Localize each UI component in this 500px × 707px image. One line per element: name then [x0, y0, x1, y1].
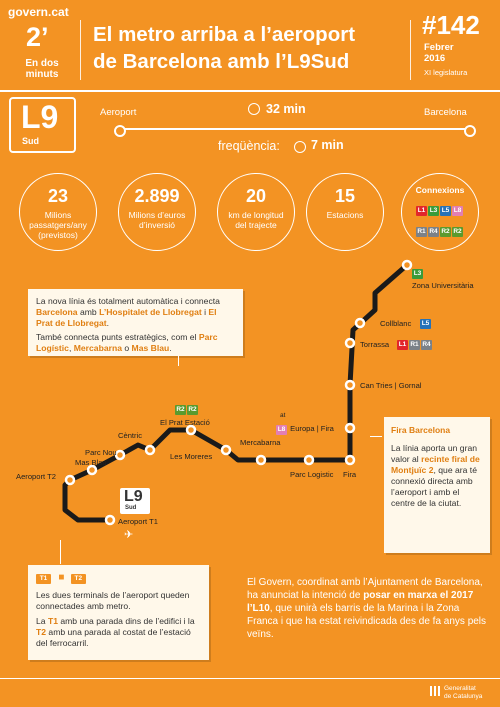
- station-parc-nou: Parc Nou: [85, 448, 117, 457]
- station-dot-les-moreres[interactable]: [222, 446, 230, 454]
- site-name[interactable]: govern.cat: [8, 5, 69, 19]
- generalitat-logo-icon: [430, 686, 440, 696]
- station-dot-europa[interactable]: [346, 424, 354, 432]
- badge-l3: L3: [413, 270, 422, 277]
- issue-year: 2016: [424, 53, 446, 64]
- callout-line: [370, 436, 382, 437]
- stat-value: 15: [334, 186, 356, 206]
- fira-brand: Fira Barcelona: [391, 425, 451, 435]
- station-parc-logistic: Parc Logistic: [290, 470, 334, 479]
- badge-l5: L5: [441, 207, 450, 214]
- station-dot-can-tries[interactable]: [346, 381, 354, 389]
- title-prefix: de Barcelona amb l’: [93, 50, 287, 73]
- station-dot-el-prat[interactable]: [187, 426, 195, 434]
- title-line-name: L9Sud: [286, 50, 350, 73]
- station-badges-prat: [175, 404, 199, 415]
- station-mas-blau: Mas Blau: [75, 458, 107, 467]
- time-label: En dos minuts: [25, 58, 59, 80]
- time-value: 2’: [26, 22, 49, 52]
- station-dot-collblanc[interactable]: [356, 319, 364, 327]
- badge-r2: R2: [176, 406, 185, 413]
- issue-number: #142: [422, 10, 480, 40]
- footer-org-line1: Generalitat: [444, 685, 476, 692]
- airport-paragraph-1: Les dues terminals de l’aeroport queden connectades amb metro.: [36, 590, 190, 611]
- stat-label: Milions d’euros d’inversió: [128, 210, 186, 230]
- badge-t2: T2: [71, 574, 86, 584]
- footer-org[interactable]: [444, 685, 482, 701]
- metro-line-path: [65, 265, 407, 520]
- issue-month: Febrer: [424, 42, 454, 53]
- station-europa-row: [276, 424, 334, 435]
- station-dot-fira[interactable]: [346, 456, 354, 464]
- station-dot-torrassa[interactable]: [346, 339, 354, 347]
- station-europa: Europa | Fira: [290, 424, 334, 433]
- badge-r2: R2: [441, 228, 450, 235]
- stat-value: 2.899: [134, 186, 180, 206]
- station-dot-parc-nou[interactable]: [116, 451, 124, 459]
- station-dot-mercabarna[interactable]: [257, 456, 265, 464]
- map-line-logo-name: L9: [124, 488, 143, 505]
- page-title: El metro arriba a l’aeroport: [93, 23, 356, 46]
- badge-r2-nord: R2: [453, 228, 462, 235]
- legislature: XI legislatura: [424, 68, 468, 77]
- badge-l8: L8: [277, 426, 286, 433]
- map-line-logo: [120, 488, 150, 514]
- fira-text: La línia aporta un gran valor al recinte firal de Montjuïc 2, que ara té connexió directa amb l’aeroport i amb el centre de la ciutat.: [391, 443, 480, 508]
- line-logo-name: L9: [21, 99, 59, 135]
- connections-title: Connexions: [415, 185, 465, 195]
- airplane-icon: ✈: [124, 529, 134, 541]
- badge-r4: R4: [429, 228, 438, 235]
- badge-r4: R4: [422, 341, 431, 348]
- station-t1: Aeroport T1: [118, 517, 158, 526]
- station-dot-parc-logistic[interactable]: [305, 456, 313, 464]
- station-collblanc: Collblanc: [380, 319, 412, 328]
- station-mercabarna: Mercabarna: [240, 438, 281, 447]
- station-zona: Zona Universitària: [412, 281, 474, 290]
- l10-announcement: El Govern, coordinat amb l’Ajuntament de Barcelona, ha anunciat la intenció de posar en marxa el 2017 l’L10, que unirà els barris de la Marina i la Zona Franca i que ha estat reivindicada des de fa anys pels veïns.: [247, 577, 487, 640]
- terminal-icons: [36, 572, 201, 587]
- badge-t1: T1: [36, 574, 51, 584]
- badge-r1: R1: [410, 341, 419, 348]
- map-line-logo-sub: Sud: [125, 505, 137, 511]
- route-destination: Barcelona: [424, 107, 467, 118]
- station-europa-at: at: [280, 412, 286, 419]
- trip-time: 32 min: [266, 102, 306, 116]
- stat-value: 23: [47, 186, 69, 206]
- line-logo-sub: Sud: [22, 136, 39, 146]
- station-dot-t1[interactable]: [106, 516, 114, 524]
- station-el-prat: El Prat Estació: [160, 418, 210, 427]
- stat-label: Milions passatgers/any (previstos): [29, 210, 87, 240]
- badge-l1: L1: [417, 207, 426, 214]
- station-dot-zona[interactable]: [403, 261, 411, 269]
- station-dot-centric[interactable]: [146, 446, 154, 454]
- frequency-value: 7 min: [311, 138, 344, 152]
- info-paragraph-2: També connecta punts estratègics, com el Parc Logístic, Mercabarna o Mas Blau.: [36, 332, 218, 353]
- stat-label: Estacions: [326, 210, 364, 220]
- station-t2: Aeroport T2: [16, 472, 56, 481]
- station-torrassa: Torrassa: [360, 340, 390, 349]
- badge-l8: L8: [453, 207, 462, 214]
- footer-divider: [0, 678, 500, 679]
- station-dot-t2[interactable]: [66, 476, 74, 484]
- badge-r2-nord: R2: [188, 406, 197, 413]
- station-les-moreres: Les Moreres: [170, 452, 213, 461]
- airport-box: [28, 565, 209, 660]
- station-can-tries: Can Tries | Gornal: [360, 381, 422, 390]
- info-paragraph-1: La nova línia és totalment automàtica i connecta Barcelona amb L’Hospitalet de Llobregat i El Prat de Llobregat.: [36, 296, 220, 328]
- station-fira: Fira: [343, 470, 357, 479]
- stat-value: 20: [245, 186, 267, 206]
- badge-r1: R1: [417, 228, 426, 235]
- callout-line: [60, 540, 61, 564]
- badge-l3: L3: [429, 207, 438, 214]
- fira-box: [384, 417, 490, 553]
- station-badges-zona: [412, 268, 424, 279]
- footer-org-line2: de Catalunya: [444, 693, 483, 700]
- badge-l5: L5: [421, 320, 430, 327]
- badge-l1: L1: [398, 341, 407, 348]
- route-origin: Aeroport: [100, 107, 137, 118]
- station-centric: Cèntric: [118, 431, 143, 440]
- airport-paragraph-2: La T1 amb una parada dins de l’edifici i la T2 amb una parada al costat de l’estació del ferrocarril.: [36, 616, 195, 648]
- stat-label: km de longitud del trajecte: [228, 210, 284, 230]
- station-badges-torrassa: [397, 339, 433, 350]
- station-dot-mas-blau[interactable]: [88, 466, 96, 474]
- train-icon: ■: [58, 572, 65, 583]
- station-badges-collblanc: [420, 318, 432, 329]
- frequency-label: freqüència:: [218, 139, 280, 153]
